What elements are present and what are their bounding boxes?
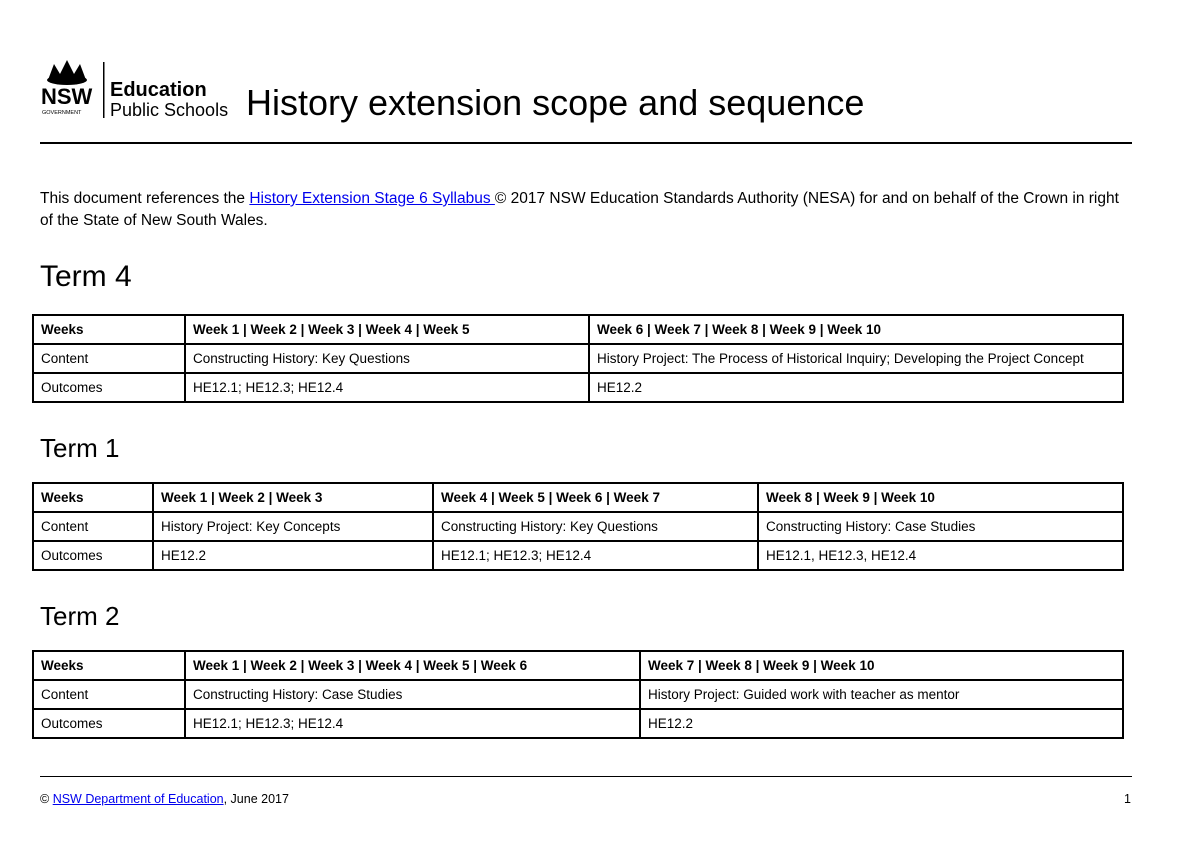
cell: Week 1 | Week 2 | Week 3 [153, 483, 433, 512]
cell: Outcomes [33, 709, 185, 738]
cell: Content [33, 344, 185, 373]
page-title: History extension scope and sequence [246, 82, 865, 123]
table-row [33, 373, 1123, 402]
cell: Week 4 | Week 5 | Week 6 | Week 7 [433, 483, 758, 512]
footer-divider [40, 776, 1132, 777]
cell: Weeks [33, 483, 153, 512]
copyright-symbol: © [40, 792, 53, 806]
cell: Outcomes [33, 541, 153, 570]
cell: HE12.1; HE12.3; HE12.4 [433, 541, 758, 570]
cell: Weeks [33, 651, 185, 680]
cell: Outcomes [33, 373, 185, 402]
cell: Content [33, 512, 153, 541]
syllabus-link[interactable]: History Extension Stage 6 Syllabus [249, 190, 495, 207]
cell: Week 6 | Week 7 | Week 8 | Week 9 | Week 10 [589, 315, 1123, 344]
cell: HE12.2 [153, 541, 433, 570]
cell: History Project: Key Concepts [153, 512, 433, 541]
intro-paragraph [40, 188, 1135, 232]
cell: Constructing History: Key Questions [185, 344, 589, 373]
cell: History Project: Guided work with teacher as mentor [640, 680, 1123, 709]
footer-date: , June 2017 [223, 792, 289, 806]
cell: Week 1 | Week 2 | Week 3 | Week 4 | Week 5 | Week 6 [185, 651, 640, 680]
term-1-heading: Term 1 [40, 433, 120, 463]
term-1-table [32, 482, 1124, 571]
svg-text:NSW: NSW [41, 84, 93, 109]
term-2-table [32, 650, 1124, 739]
cell: HE12.2 [640, 709, 1123, 738]
footer [40, 792, 289, 806]
svg-text:Education: Education [110, 79, 207, 101]
cell: HE12.2 [589, 373, 1123, 402]
cell: Weeks [33, 315, 185, 344]
cell: Week 7 | Week 8 | Week 9 | Week 10 [640, 651, 1123, 680]
table-row [33, 651, 1123, 680]
table-row [33, 541, 1123, 570]
intro-text-rest: © 2017 NSW Education Standards Authority (NESA) for and on behalf of the Crown in right of the State of New South Wales. [40, 190, 1119, 229]
cell: Constructing History: Key Questions [433, 512, 758, 541]
term-2-heading: Term 2 [40, 601, 120, 631]
page-number: 1 [1124, 792, 1131, 806]
header-divider [40, 142, 1132, 144]
table-row [33, 512, 1123, 541]
svg-text:Public Schools: Public Schools [110, 100, 229, 120]
cell: Constructing History: Case Studies [758, 512, 1123, 541]
cell: Week 1 | Week 2 | Week 3 | Week 4 | Week 5 [185, 315, 589, 344]
table-row [33, 344, 1123, 373]
table-row [33, 709, 1123, 738]
term-4-table [32, 314, 1124, 403]
cell: Constructing History: Case Studies [185, 680, 640, 709]
cell: Week 8 | Week 9 | Week 10 [758, 483, 1123, 512]
table-row [33, 483, 1123, 512]
cell: HE12.1; HE12.3; HE12.4 [185, 373, 589, 402]
nsw-department-link[interactable]: NSW Department of Education [52, 792, 224, 806]
cell: History Project: The Process of Historical Inquiry; Developing the Project Concept [589, 344, 1123, 373]
table-row [33, 315, 1123, 344]
svg-text:GOVERNMENT: GOVERNMENT [42, 110, 82, 116]
cell: Content [33, 680, 185, 709]
table-row [33, 680, 1123, 709]
cell: HE12.1; HE12.3; HE12.4 [185, 709, 640, 738]
term-4-heading: Term 4 [40, 260, 132, 293]
nsw-education-logo [40, 58, 240, 120]
intro-text: This document references the [40, 190, 250, 207]
cell: HE12.1, HE12.3, HE12.4 [758, 541, 1123, 570]
